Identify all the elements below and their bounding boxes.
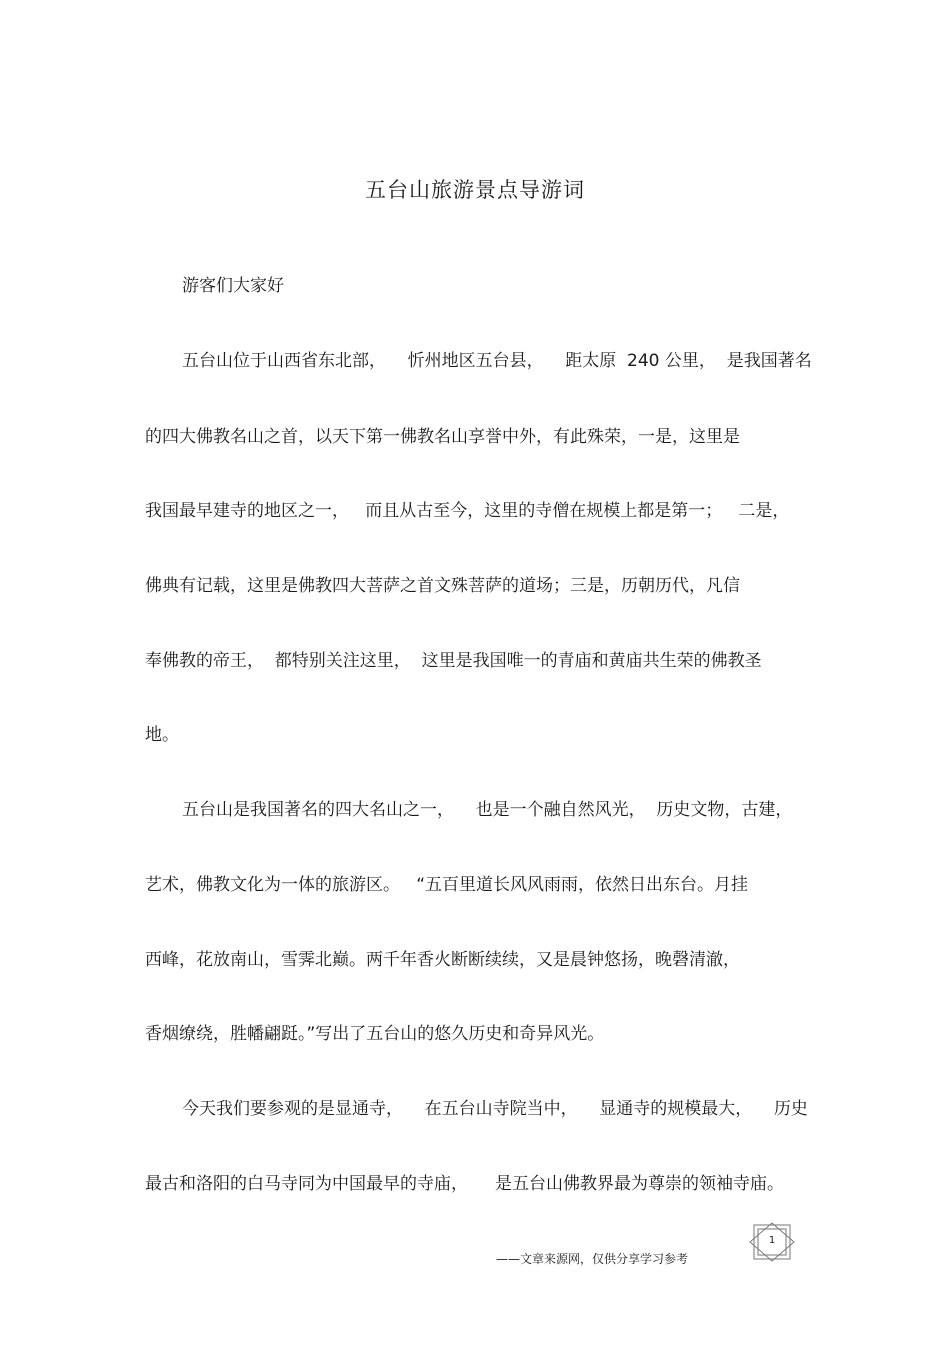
text-line: 艺术，佛教文化为一体的旅游区。 “五百里道长风风雨雨，依然日出东台。月挂 — [145, 875, 749, 895]
text-line: 地。 — [145, 725, 179, 745]
text-line: 今天我们要参观的是显通寺， 在五台山寺院当中， 显通寺的规模最大， 历史 — [182, 1099, 808, 1119]
text-line: 奉佛教的帝王， 都特别关注这里， 这里是我国唯一的青庙和黄庙共生荣的佛教圣 — [145, 651, 762, 671]
text-line: 西峰，花放南山，雪霁北巅。两千年香火断断续续，又是晨钟悠扬，晚磬清澈， — [145, 950, 740, 970]
document-title: 五台山旅游景点导游词 — [365, 178, 585, 202]
text-line: 香烟缭绕，胜幡翩跹。”写出了五台山的悠久历史和奇异风光。 — [145, 1024, 605, 1044]
footer-note: ——文章来源网，仅供分享学习参考 — [496, 1252, 689, 1266]
text-line-greeting: 游客们大家好 — [182, 276, 284, 296]
text-line: 五台山位于山西省东北部， 忻州地区五台县， 距太原 240 公里， 是我国著名 — [182, 351, 812, 371]
page-number: 1 — [768, 1235, 776, 1246]
text-line: 佛典有记载，这里是佛教四大菩萨之首文殊菩萨的道场；三是，历朝历代，凡信 — [145, 576, 740, 596]
text-line: 我国最早建寺的地区之一， 而且从古至今，这里的寺僧在规模上都是第一； 二是， — [145, 501, 790, 521]
text-line: 的四大佛教名山之首，以天下第一佛教名山享誉中外，有此殊荣，一是，这里是 — [145, 427, 740, 447]
text-line: 最古和洛阳的白马寺同为中国最早的寺庙， 是五台山佛教界最为尊崇的领袖寺庙。 — [145, 1174, 785, 1194]
text-line: 五台山是我国著名的四大名山之一， 也是一个融自然风光， 历史文物，古建， — [182, 800, 793, 820]
